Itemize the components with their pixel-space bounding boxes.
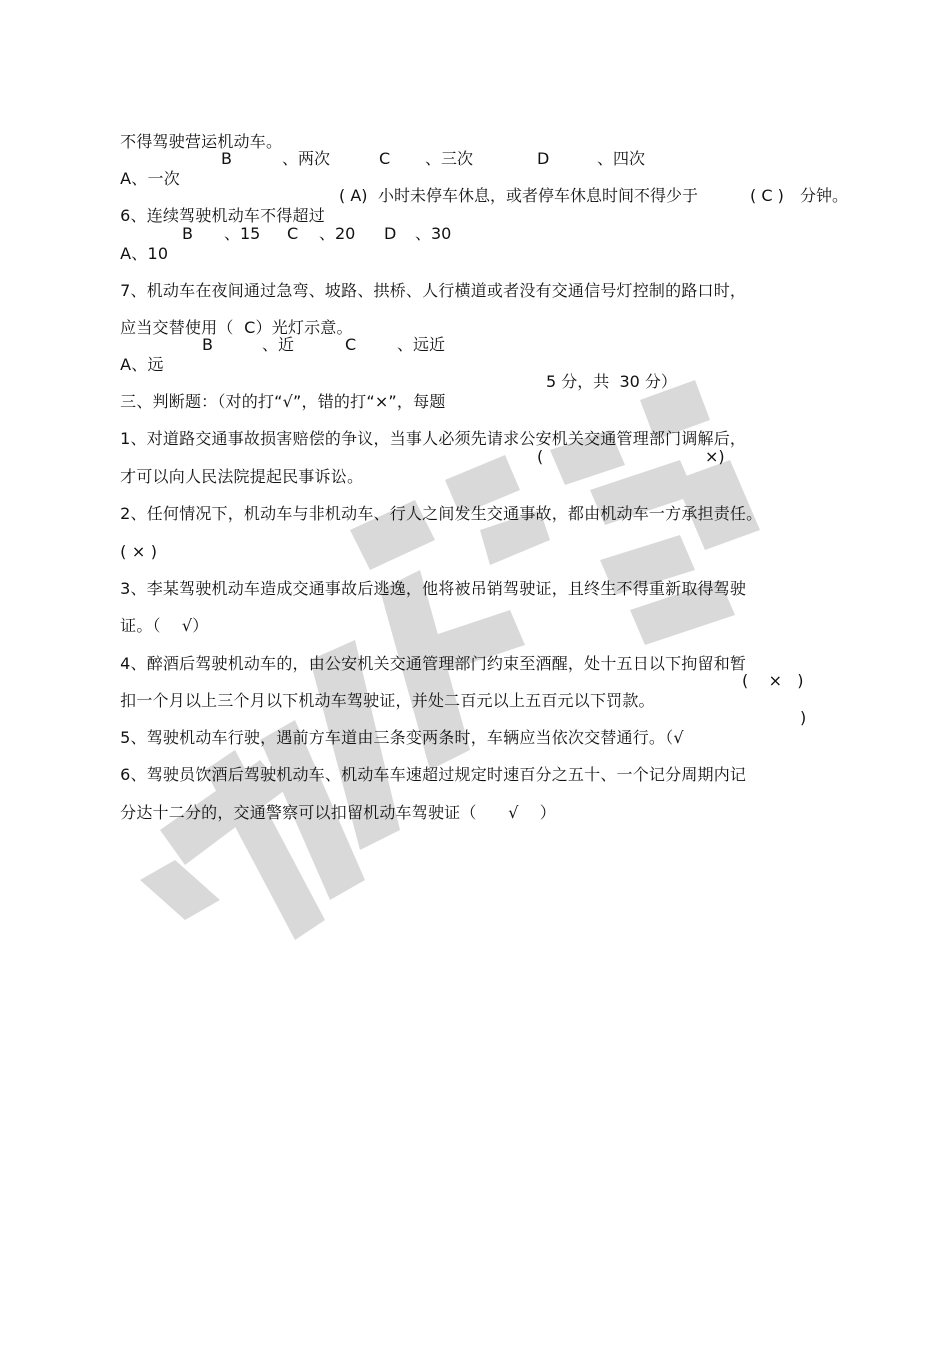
judgement-3: 3、李某驾驶机动车造成交通事故后逃逸，他将被吊销驾驶证，且终生不得重新取得驾驶 [120,579,747,598]
judgement-5: 5、驾驶机动车行驶，遇前方车道由三条变两条时，车辆应当依次交替通行。（√ [120,728,684,747]
judgement-5-close-paren: ) [800,708,807,727]
judgement-4: 4、醉酒后驾驶机动车的，由公安机关交通管理部门约束至酒醒，处十五日以下拘留和暂 [120,654,747,673]
option-d-text: 、四次 [597,149,646,168]
option-c-letter: C [287,224,299,243]
judgement-4-continuation: 扣一个月以上三个月以下机动车驾驶证，并处二百元以上五百元以下罚款。 [120,691,655,710]
section-heading: 三、判断题：（对的打“√”，错的打“×”，每题 [120,392,446,411]
option-c-text: 、远近 [397,335,446,354]
line-11 [99,484,762,544]
option-b-text: 、近 [262,335,295,354]
option-b-text: 、两次 [282,149,331,168]
option-d-letter: D [384,224,397,243]
question-7-continuation: 应当交替使用（ C）光灯示意。 [120,318,353,337]
option-d-text: 、30 [415,224,452,243]
question-6-answer-1: ( A) [339,186,368,205]
judgement-2-answer: ( × ) [120,542,158,561]
question-6-prefix: 6、连续驾驶机动车不得超过 [120,206,325,225]
line-19 [99,783,556,843]
option-c-letter: C [379,149,391,168]
question-6-answer-2: ( C ) [750,186,784,205]
judgement-1-answer: ×) [705,447,725,466]
option-a: A、10 [120,244,169,263]
question-7: 7、机动车在夜间通过急弯、坡路、拱桥、人行横道或者没有交通信号灯控制的路口时， [120,281,747,300]
judgement-6-continuation: 分达十二分的，交通警察可以扣留机动车驾驶证（ √ ） [120,803,557,822]
judgement-1-continuation: 才可以向人民法院提起民事诉讼。 [120,467,364,486]
question-6-suffix: 分钟。 [800,186,849,205]
option-a: A、一次 [120,169,180,188]
option-c-text: 、20 [319,224,356,243]
question-continuation: 不得驾驶营运机动车。 [120,132,283,151]
option-c-text: 、三次 [425,149,474,168]
option-b-letter: B [221,149,232,168]
judgement-4-answer: ( × ) [742,671,804,690]
judgement-3-continuation: 证。（ √） [120,616,209,635]
option-b-letter: B [182,224,193,243]
option-b-text: 、15 [224,224,261,243]
judgement-6: 6、驾驶员饮酒后驾驶机动车、机动车车速超过规定时速百分之五十、一个记分周期内记 [120,765,747,784]
judgement-1: 1、对道路交通事故损害赔偿的争议，当事人必须先请求公安机关交通管理部门调解后， [120,429,747,448]
judgement-2: 2、任何情况下，机动车与非机动车、行人之间发生交通事故，都由机动车一方承担责任。 [120,504,763,523]
question-6-middle: 小时未停车休息，或者停车休息时间不得少于 [378,186,699,205]
option-a: A、远 [120,355,164,374]
judgement-1-open-paren: ( [537,447,544,466]
option-c-letter: C [345,335,357,354]
option-d-letter: D [537,149,550,168]
section-score: 5 分，共 30 分） [546,372,677,391]
option-b-letter: B [202,335,213,354]
